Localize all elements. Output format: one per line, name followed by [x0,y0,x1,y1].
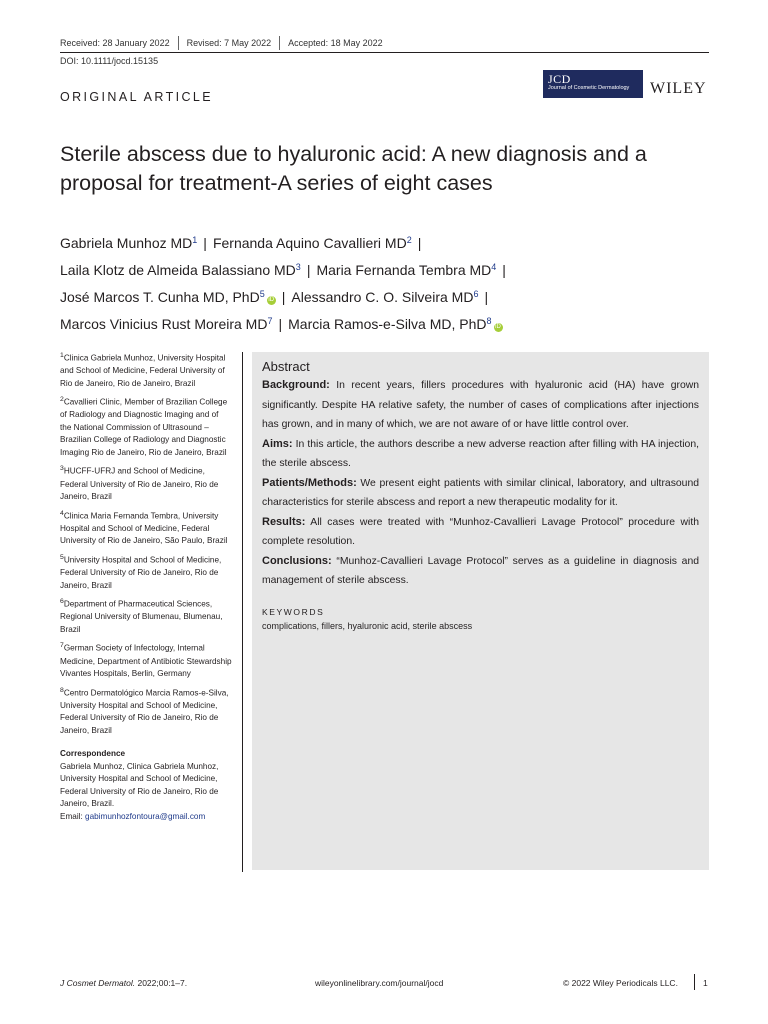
correspondence-text: Gabriela Munhoz, Clinica Gabriela Munhoz, University Hospital and School of Medicine, Federal University of Rio de Janeiro, Rio de Janeiro, Brazil. [60,761,219,809]
author[interactable]: Maria Fernanda Tembra $MD^4$ [316,262,497,278]
abstract-methods: Patients/Methods: We present eight patients with similar clinical, laboratory, and ultrasound characteristics for sterile abscess and report a new therapeutic modality for it. [262,476,699,508]
author[interactable]: José Marcos T. Cunha MD, PhD$^5$iD [60,289,275,305]
page-number: 1 [703,978,708,988]
footer-url[interactable]: wileyonlinelibrary.com/journal/jocd [315,978,444,988]
author[interactable]: Gabriela Munhoz $MD^1$ [60,235,198,251]
affiliation: $^1$Clinica Gabriela Munhoz, University Hospital and School of Medicine, Federal University of Rio de Janeiro, Rio de Janeiro, Brazil [60,352,226,388]
email-link[interactable]: gabimunhozfontoura@gmail.com [85,811,206,821]
footer-copyright: © 2022 Wiley Periodicals LLC. [563,978,678,988]
keywords: complications, fillers, hyaluronic acid, sterile abscess [262,620,473,631]
affiliation: $^3$HUCFF-UFRJ and School of Medicine, Federal University of Rio de Janeiro, Rio de Janeiro, Brazil [60,465,219,502]
affiliation: $^5$University Hospital and School of Medicine, Federal University of Rio de Janeiro, Rio de Janeiro, Brazil [60,553,222,590]
accepted-date: Accepted: 18 May 2022 [288,38,383,48]
column-divider [242,352,243,872]
doi: DOI: 10.1111/jocd.15135 [60,56,159,66]
affiliation: $^4$Clinica Maria Fernanda Tembra, University Hospital and School of Medicine, Federal University of Rio de Janeiro, São Paulo, Brazil [60,509,228,546]
received-date: Received: 28 January 2022 [60,38,170,48]
article-dates [60,38,383,50]
affiliation: $^8$Centro Dermatológico Marcia Ramos-e-Silva, University Hospital and School of Medicine, Federal University of Rio de Janeiro, Rio de Janeiro, Brazil [60,686,229,735]
author[interactable]: Marcos Vinicius Rust Moreira $MD^7$ [60,316,273,332]
correspondence-heading: Correspondence [60,749,126,759]
abstract-heading: Abstract [262,359,310,374]
affiliation: $^7$German Society of Infectology, Internal Medicine, Department of Antibiotic Stewardship Vivantes Hospitals, Berlin, Germany [60,642,232,679]
abstract-aims: Aims: In this article, the authors describe a new adverse reaction after filling with HA injection, the sterile abscess. [262,437,699,469]
author[interactable]: Marcia Ramos-e-Silva MD, PhD$^8$iD [288,316,501,332]
journal-logo [543,70,643,98]
author[interactable]: Laila Klotz de Almeida Balassiano $MD^3$ [60,262,301,278]
date-divider [178,36,179,50]
abstract-results: Results: All cases were treated with “Munhoz-Cavallieri Lavage Protocol” procedure with complete resolution. [262,515,699,547]
author[interactable]: Alessandro C. O. Silveira $MD^6$ [291,289,479,305]
affiliation: $^6$Department of Pharmaceutical Sciences, Regional University of Blumenau, Blumenau, Brazil [60,598,223,634]
header-rule [60,52,709,53]
affiliations [60,350,232,823]
abstract-background: Background: In recent years, fillers procedures with hyaluronic acid (HA) have grown significantly. Despite HA relative safety, the number of cases of complications after injections has grown, and in many of which, we are not aware of or have little control over. [262,379,700,430]
footer-divider [694,974,695,990]
date-divider [279,36,280,50]
keywords-heading: KEYWORDS [262,606,325,617]
author[interactable]: Fernanda Aquino Cavallieri $MD^2$ [212,235,412,251]
orcid-icon[interactable]: iD [268,297,275,303]
author-list: Gabriela Munhoz $MD^1$ | Fernanda Aquino Cavallieri $MD^2$ | Laila Klotz de Almeida Balassiano $MD^3$ | Maria Fernanda Tembra $MD^4$ | José Marcos T. Cunha MD, PhD$^5$iD | Alessandro C. O. Silveira $MD^6$ | Marcos Vinicius Rust Moreira $MD^7$ | Marcia Ramos-e-Silva MD, PhD$^8$iD [60,235,506,332]
publisher-logo: WILEY [650,80,707,97]
orcid-icon[interactable]: iD [495,324,501,330]
footer-citation: J Cosmet Dermatol. 2022;00:1–7. [60,978,188,988]
affiliation: $^2$Cavallieri Clinic, Member of Brazilian College of Radiology and Diagnostic Imaging and of the National Commission of Ultrasound – Brazilian College of Radiology and Diagnostic Imaging Rio de Janeiro, Rio de Janeiro, Brazil [60,396,228,457]
abstract-box [252,352,709,870]
revised-date: Revised: 7 May 2022 [186,38,272,48]
abstract-conclusions: Conclusions: “Munhoz-Cavallieri Lavage Protocol” serves as a guideline in diagnosis and management of sterile abscess. [262,554,700,586]
journal-logo-abbrev: JCD [548,72,571,86]
article-type: ORIGINAL ARTICLE [60,90,214,104]
journal-logo-name: Journal of Cosmetic Dermatology [548,85,630,91]
article-title: Sterile abscess due to hyaluronic acid: A new diagnosis and a proposal for treatment-A series of eight cases [60,142,647,195]
correspondence-email: Email: gabimunhozfontoura@gmail.com [60,811,206,821]
